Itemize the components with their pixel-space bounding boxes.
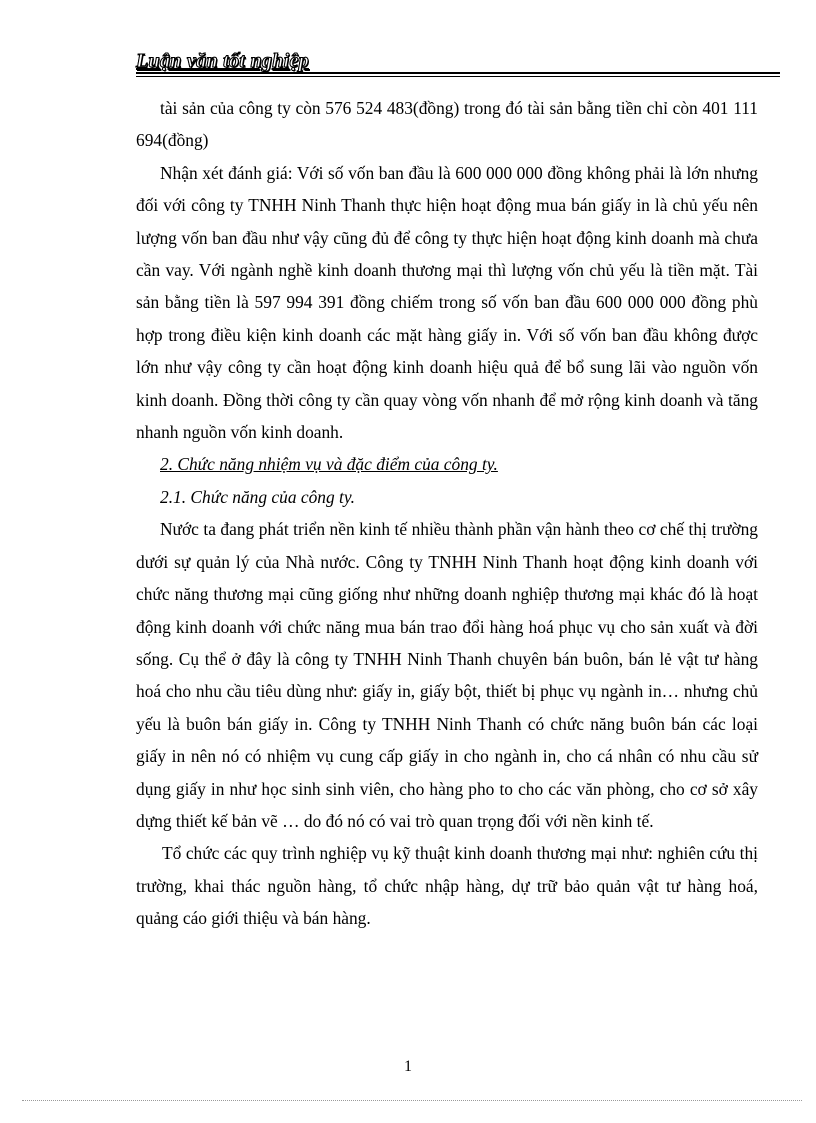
paragraph-assets-continued: tài sản của công ty còn 576 524 483(đồng) trong đó tài sản bằng tiền chỉ còn 401 111 694(đồng): [136, 98, 758, 151]
header-title: Luận văn tốt nghiệp: [136, 50, 309, 72]
section-heading-2-1-text: 2.1. Chức năng của công ty.: [160, 486, 355, 507]
page-header: [136, 48, 780, 78]
paragraph-assessment: Nhận xét đánh giá: Với số vốn ban đầu là 600 000 000 đồng không phải là lớn nhưng đối với công ty TNHH Ninh Thanh thực hiện hoạt động mua bán giấy in là chủ yếu nên lượng vốn ban đầu như vậy cũng đủ để công ty thực hiện hoạt động kinh doanh mà chưa cần vay. Với ngành nghề kinh doanh thương mại thì lượng vốn chủ yếu là tiền mặt. Tài sản bằng tiền là 597 994 391 đồng chiếm trong số vốn ban đầu 600 000 000 đồng phù hợp trong điều kiện kinh doanh các mặt hàng giấy in. Với số vốn ban đầu không được lớn như vậy công ty cần hoạt động kinh doanh hiệu quả để bổ sung lãi vào nguồn vốn kinh doanh. Đồng thời công ty cần quay vòng vốn nhanh để mở rộng kinh doanh và tăng nhanh nguồn vốn kinh doanh.: [136, 162, 758, 443]
page-number: 1: [404, 1058, 412, 1075]
section-heading-2-text: 2. Chức năng nhiệm vụ và đặc điểm của công ty.: [160, 454, 498, 475]
paragraph-business-processes: Tổ chức các quy trình nghiệp vụ kỹ thuật kinh doanh thương mại như: nghiên cứu thị trường, khai thác nguồn hàng, tổ chức nhập hàng, dự trữ bảo quản vật tư hàng hoá, quảng cáo giới thiệu và bán hàng.: [136, 843, 758, 929]
section-heading-2: [136, 448, 758, 480]
section-heading-2-1: [136, 481, 758, 513]
header-rule-thick: [136, 72, 780, 74]
paragraph-company-function: Nước ta đang phát triển nền kinh tế nhiều thành phần vận hành theo cơ chế thị trường dưới sự quản lý của Nhà nước. Công ty TNHH Ninh Thanh hoạt động kinh doanh với chức năng thương mại cũng giống như những doanh nghiệp thương mại khác đó là hoạt động kinh doanh với chức năng mua bán trao đổi hàng hoá phục vụ cho sản xuất và đời sống. Cụ thể ở đây là công ty TNHH Ninh Thanh chuyên bán buôn, bán lẻ vật tư hàng hoá cho nhu cầu tiêu dùng như: giấy in, giấy bột, thiết bị phục vụ ngành in… nhưng chủ yếu là buôn bán giấy in. Công ty TNHH Ninh Thanh có chức năng buôn bán các loại giấy in nên nó có nhiệm vụ cung cấp giấy in cho ngành in, cho cá nhân có nhu cầu sử dụng giấy in như học sinh sinh viên, cho hàng pho to cho các văn phòng, cho cơ sở xây dựng thiết kế bản vẽ … do đó nó có vai trò quan trọng đối với nền kinh tế.: [136, 519, 758, 831]
footer-dotted-rule: [22, 1100, 802, 1101]
header-rule-thin: [136, 76, 780, 77]
body-content: [136, 92, 758, 935]
